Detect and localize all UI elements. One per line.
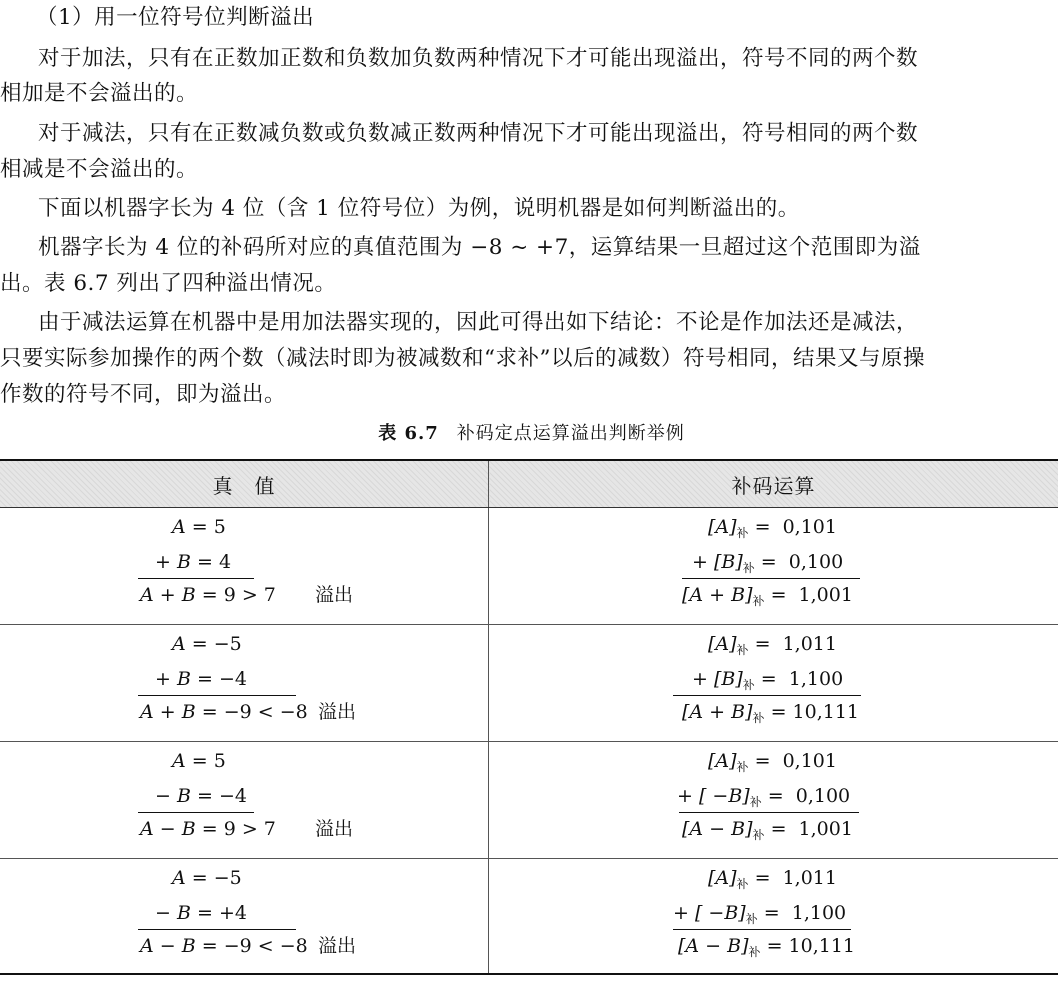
complement-result-label: [A − B] — [678, 935, 749, 957]
operand-b-line — [155, 549, 231, 575]
complement-a-line: $[A]_补 = 1,011$ — [708, 633, 837, 657]
complement-b-line: + [ $-B]_补 = 0,100$ — [677, 785, 851, 809]
true-value-cell — [0, 859, 489, 975]
header-true-value: 真 值 — [0, 460, 489, 508]
operand-a-line — [172, 865, 242, 891]
paragraph-subtraction-line-2: 相减是不会溢出的。 — [0, 157, 199, 182]
difference-rule-line — [673, 929, 851, 930]
result-value: = −9 < −8 — [201, 935, 308, 957]
paragraph-conclusion-line-1: 由于减法运算在机器中是用加法器实现的，因此可得出如下结论：不论是作加法还是减法， — [38, 310, 919, 335]
complement-result-value: 1,001 — [798, 818, 853, 840]
table-row — [0, 625, 1058, 742]
complement-result-label: [A + B] — [682, 584, 753, 606]
sum-rule-line — [138, 578, 254, 579]
difference-rule-line — [679, 812, 859, 813]
operand-a-var: A — [172, 750, 186, 772]
complement-b-label: + [B] — [692, 551, 743, 573]
complement-subscript: 补 — [736, 526, 749, 540]
complement-b-line: + $[B]_补 = 0,100$ — [692, 551, 844, 575]
complement-result-value: 10,111 — [792, 701, 860, 723]
complement-result-label: [A − B] — [682, 818, 753, 840]
complement-a-value: 1,011 — [782, 633, 837, 655]
complement-b-label: + [ −B] — [673, 902, 746, 924]
result-line — [140, 816, 276, 842]
complement-a-label: [A] — [708, 750, 737, 772]
complement-a-value: 0,101 — [782, 750, 837, 772]
sum-rule-line — [138, 695, 296, 696]
complement-subscript: 补 — [749, 795, 762, 809]
section-heading: （1）用一位符号位判断溢出 — [36, 5, 315, 30]
operand-a-line — [172, 631, 242, 657]
operand-a-value: = 5 — [191, 750, 226, 772]
complement-cell — [489, 742, 1059, 859]
complement-subscript: 补 — [742, 561, 755, 575]
complement-subscript: 补 — [752, 711, 765, 725]
difference-rule-line — [138, 812, 254, 813]
result-value: = −9 < −8 — [201, 701, 308, 723]
operand-b-operator: + — [155, 551, 171, 573]
paragraph-conclusion-line-3: 作数的符号不同，即为溢出。 — [0, 382, 287, 407]
overflow-label: 溢出 — [315, 584, 354, 606]
complement-b-value: 1,100 — [791, 902, 847, 924]
true-value-cell — [0, 625, 489, 742]
complement-a-line: $[A]_补 = 1,011$ — [708, 867, 837, 891]
complement-b-label: + [B] — [692, 668, 743, 690]
result-line — [140, 582, 276, 608]
table-header-row — [0, 460, 1058, 508]
paragraph-conclusion-line-2: 只要实际参加操作的两个数（减法时即为被减数和“求补”以后的减数）符号相同，结果又与原操 — [0, 346, 925, 371]
operand-b-value: = −4 — [196, 668, 247, 690]
result-line — [140, 933, 308, 959]
result-var: A − B — [140, 935, 196, 957]
overflow-label: 溢出 — [318, 935, 357, 957]
result-var: A + B — [140, 701, 196, 723]
complement-result-line: $[A - B]_补 = 1,001$ — [682, 818, 853, 842]
table-row — [0, 742, 1058, 859]
complement-subscript: 补 — [748, 945, 761, 959]
complement-result-line: $[A + B]_补 = 10,111$ — [682, 701, 860, 725]
true-value-cell — [0, 742, 489, 859]
table-caption-title: 补码定点运算溢出判断举例 — [456, 423, 685, 444]
table-row — [0, 859, 1058, 975]
complement-b-value: 0,100 — [795, 785, 851, 807]
complement-b-label: + [ −B] — [677, 785, 750, 807]
complement-b-value: 0,100 — [788, 551, 844, 573]
overflow-label: 溢出 — [318, 701, 357, 723]
operand-b-operator: + — [155, 668, 171, 690]
operand-b-var: B — [176, 668, 191, 690]
difference-rule-line — [138, 929, 296, 930]
complement-b-line: + [ $-B]_补 = 1,100$ — [673, 902, 847, 926]
complement-cell — [489, 859, 1059, 975]
table-caption-number: 表 6.7 — [378, 423, 439, 444]
table-caption — [0, 422, 1063, 446]
complement-a-value: 1,011 — [782, 867, 837, 889]
complement-subscript: 补 — [736, 643, 749, 657]
paragraph-example-intro: 下面以机器字长为 4 位（含 1 位符号位）为例，说明机器是如何判断溢出的。 — [38, 196, 800, 221]
paragraph-addition-line-1: 对于加法，只有在正数加正数和负数加负数两种情况下才可能出现溢出，符号不同的两个数 — [38, 46, 919, 71]
result-value: = 9 > 7 — [201, 584, 276, 606]
complement-subscript: 补 — [745, 912, 758, 926]
complement-result-value: 10,111 — [788, 935, 856, 957]
complement-result-label: [A + B] — [682, 701, 753, 723]
true-value-cell — [0, 508, 489, 625]
complement-cell — [489, 508, 1059, 625]
operand-b-var: B — [176, 902, 191, 924]
operand-a-var: A — [172, 633, 186, 655]
complement-a-label: [A] — [708, 516, 737, 538]
complement-subscript: 补 — [736, 760, 749, 774]
operand-a-line — [172, 748, 226, 774]
paragraph-range-line-1: 机器字长为 4 位的补码所对应的真值范围为 −8 ~ +7，运算结果一旦超过这个范围即为溢 — [38, 235, 921, 260]
paragraph-subtraction-line-1: 对于减法，只有在正数减负数或负数减正数两种情况下才可能出现溢出，符号相同的两个数 — [38, 121, 919, 146]
operand-a-value: = 5 — [191, 516, 226, 538]
complement-subscript: 补 — [742, 678, 755, 692]
complement-cell — [489, 625, 1059, 742]
operand-b-value: = −4 — [196, 785, 247, 807]
operand-b-value: = +4 — [196, 902, 247, 924]
complement-b-line: + $[B]_补 = 1,100$ — [692, 668, 844, 692]
complement-a-line: $[A]_补 = 0,101$ — [708, 750, 837, 774]
overflow-label: 溢出 — [315, 818, 354, 840]
operand-a-var: A — [172, 516, 186, 538]
operand-b-operator: − — [155, 902, 171, 924]
operand-a-line — [172, 514, 226, 540]
operand-b-var: B — [176, 551, 191, 573]
operand-b-line — [155, 666, 247, 692]
operand-b-line — [155, 783, 247, 809]
complement-b-value: 1,100 — [788, 668, 844, 690]
complement-subscript: 补 — [736, 877, 749, 891]
result-var: A − B — [140, 818, 196, 840]
operand-b-operator: − — [155, 785, 171, 807]
complement-result-line: $[A - B]_补 = 10,111$ — [678, 935, 856, 959]
overflow-table — [0, 459, 1058, 975]
header-complement-operation: 补码运算 — [489, 460, 1059, 508]
complement-a-value: 0,101 — [782, 516, 837, 538]
operand-a-value: = −5 — [191, 633, 242, 655]
complement-result-line: $[A + B]_补 = 1,001$ — [682, 584, 853, 608]
complement-a-line: $[A]_补 = 0,101$ — [708, 516, 837, 540]
sum-rule-line — [682, 578, 860, 579]
paragraph-range-line-2: 出。表 6.7 列出了四种溢出情况。 — [0, 271, 337, 296]
sum-rule-line — [673, 695, 861, 696]
complement-a-label: [A] — [708, 867, 737, 889]
operand-b-value: = 4 — [196, 551, 232, 573]
table-row — [0, 508, 1058, 625]
operand-b-var: B — [176, 785, 191, 807]
operand-b-line — [155, 900, 247, 926]
complement-a-label: [A] — [708, 633, 737, 655]
operand-a-value: = −5 — [191, 867, 242, 889]
paragraph-addition-line-2: 相加是不会溢出的。 — [0, 81, 199, 106]
result-line — [140, 699, 308, 725]
operand-a-var: A — [172, 867, 186, 889]
complement-result-value: 1,001 — [798, 584, 853, 606]
complement-subscript: 补 — [752, 594, 765, 608]
complement-subscript: 补 — [752, 828, 765, 842]
result-value: = 9 > 7 — [201, 818, 276, 840]
result-var: A + B — [140, 584, 196, 606]
